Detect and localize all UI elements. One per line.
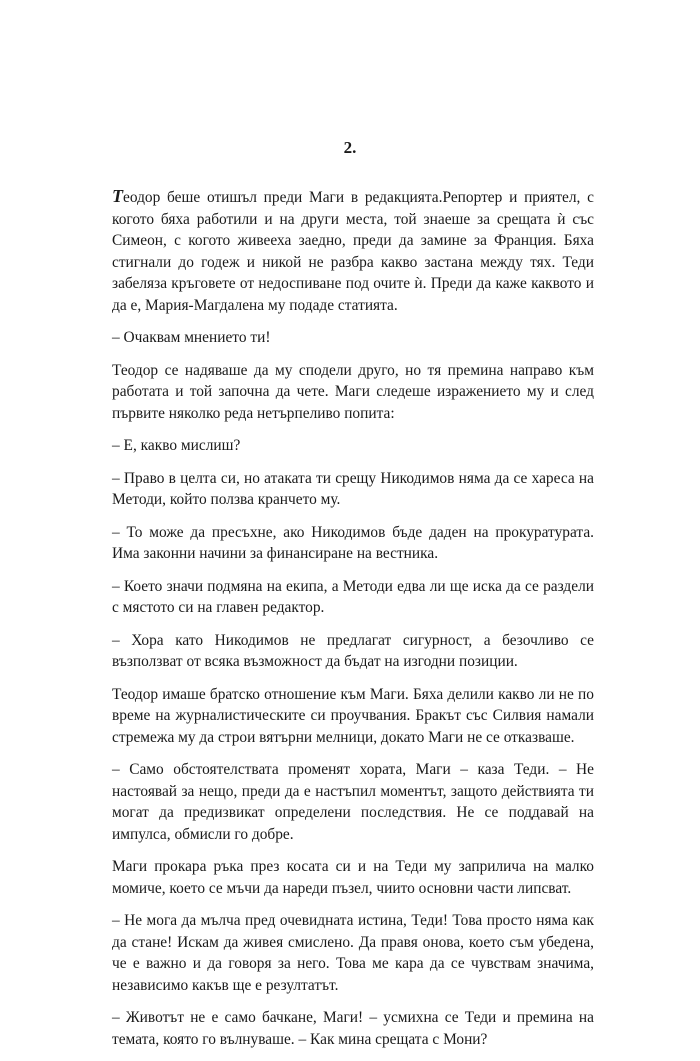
paragraph: – Само обстоятелствата променят хората, Маги – каза Теди. – Не настоявай за нещо, преди да е настъпил моментът, защото действията ти могат да предизвикат определени последствия. Не се поддавай на импулса, обмисли го добре. bbox=[112, 761, 594, 843]
paragraph: – Не мога да мълча пред очевидната истина, Теди! Това просто няма как да стане! Искам да живея смислено. Да правя онова, което съм убедена, че е важно и да говоря за него. Това ме кара да се чувствам значима, независимо какъв ще е резултатът. bbox=[112, 912, 594, 994]
paragraph-opening bbox=[112, 186, 594, 316]
paragraph: – Хора като Никодимов не предлагат сигурност, а безочливо се възползват от всяка възможност да бъдат на изгодни позиции. bbox=[112, 631, 594, 670]
chapter-number: 2. bbox=[343, 138, 357, 157]
paragraph: – Право в целта си, но атаката ти срещу Никодимов няма да се хареса на Методи, който ползва кранчето му. bbox=[112, 469, 594, 508]
paragraph: – Животът не е само бачкане, Маги! – усмихна се Теди и премина на темата, която го вълнуваше. – Как мина срещата с Мони? bbox=[112, 1009, 594, 1048]
paragraph: Теодор се надяваше да му сподели друго, но тя премина направо към работата и той започна да чете. Маги следеше изражението му и след първите няколко реда нетърпеливо попита: bbox=[112, 361, 594, 422]
chapter-text bbox=[112, 186, 594, 1061]
drop-cap-initial: Т bbox=[112, 186, 123, 206]
paragraph: Маги прокара ръка през косата си и на Теди му заприлича на малко момиче, което се мъчи да нареди пъзел, чиито основни части липсват. bbox=[112, 858, 594, 897]
paragraph: – То може да пресъхне, ако Никодимов бъде даден на прокуратурата. Има законни начини за финансиране на вестника. bbox=[112, 523, 594, 562]
paragraph: – Очаквам мнението ти! bbox=[112, 329, 271, 346]
opening-text: еодор беше отишъл преди Маги в редакцията.Репортер и приятел, с когото бяха работили и на други места, той знаеше за срещата ѝ със Симеон, с когото живееха заедно, преди да замине за Франция. Бяха стигнали до годеж и никой не разбра какво застана между тях. Теди забеляза кръговете от недоспиване под очите ѝ. Преди да каже каквото и да е, Мария-Магдалена му подаде статията. bbox=[112, 189, 594, 314]
paragraph: – Е, какво мислиш? bbox=[112, 437, 241, 454]
paragraph: – Което значи подмяна на екипа, а Методи едва ли ще иска да се раздели с мястото си на главен редактор. bbox=[112, 577, 594, 616]
paragraph: Теодор имаше братско отношение към Маги. Бяха делили какво ли не по време на журналистическите си проучвания. Бракът със Силвия намали стремежа му да строи вятърни мелници, докато Маги не се отказваше. bbox=[112, 685, 594, 746]
